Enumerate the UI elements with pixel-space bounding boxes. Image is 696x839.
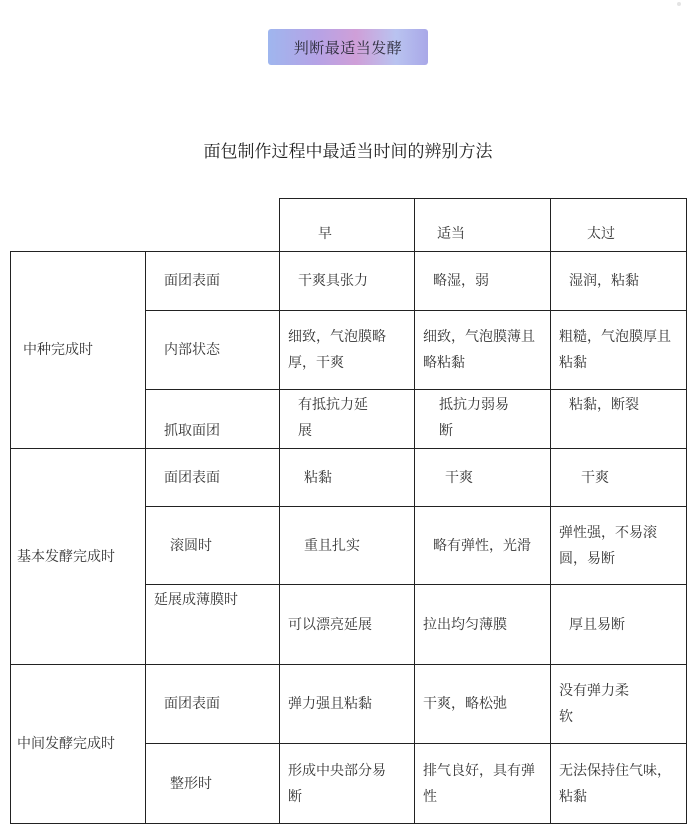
early-cell: 有抵抗力延展 [280,390,415,449]
over-cell: 弹性强，不易滚圆，易断 [551,507,687,585]
item-cell: 滚圆时 [146,507,280,585]
over-cell: 粗糙，气泡膜厚且粘黏 [551,311,687,390]
fermentation-table [10,198,687,824]
over-cell: 粘黏，断裂 [551,390,687,449]
over-cell: 厚且易断 [551,585,687,665]
over-cell: 湿润，粘黏 [551,252,687,311]
item-cell: 内部状态 [146,311,280,390]
page-title: 面包制作过程中最适当时间的辨别方法 [203,142,493,162]
proper-cell: 略湿，弱 [415,252,551,311]
item-cell: 面团表面 [146,665,280,744]
item-cell: 面团表面 [146,449,280,507]
early-cell: 形成中央部分易断 [280,744,415,824]
early-cell: 可以漂亮延展 [280,585,415,665]
blank-corner-cell [11,199,280,252]
table-row [11,665,687,744]
early-cell: 细致，气泡膜略厚，干爽 [280,311,415,390]
stage-cell: 中种完成时 [11,252,146,449]
table-row [11,449,687,507]
proper-cell: 干爽 [415,449,551,507]
stage-cell: 基本发酵完成时 [11,449,146,665]
header-row [11,199,687,252]
early-cell: 重且扎实 [280,507,415,585]
over-cell: 没有弹力柔软 [551,665,687,744]
proper-cell: 细致，气泡膜薄且略粘黏 [415,311,551,390]
proper-cell: 干爽，略松弛 [415,665,551,744]
over-cell: 无法保持住气味，粘黏 [551,744,687,824]
early-cell: 干爽具张力 [280,252,415,311]
proper-cell: 拉出均匀薄膜 [415,585,551,665]
item-cell: 面团表面 [146,252,280,311]
proper-cell: 略有弹性，光滑 [415,507,551,585]
early-cell: 弹力强且粘黏 [280,665,415,744]
proper-cell: 抵抗力弱易断 [415,390,551,449]
header-proper: 适当 [415,199,551,252]
item-cell: 延展成薄膜时 [146,585,280,665]
corner-dot [677,2,681,6]
over-cell: 干爽 [551,449,687,507]
proper-cell: 排气良好，具有弹性 [415,744,551,824]
section-badge: 判断最适当发酵 [268,29,428,65]
early-cell: 粘黏 [280,449,415,507]
stage-cell: 中间发酵完成时 [11,665,146,824]
header-early: 早 [280,199,415,252]
header-over: 太过 [551,199,687,252]
item-cell: 抓取面团 [146,390,280,449]
table-row [11,252,687,311]
item-cell: 整形时 [146,744,280,824]
